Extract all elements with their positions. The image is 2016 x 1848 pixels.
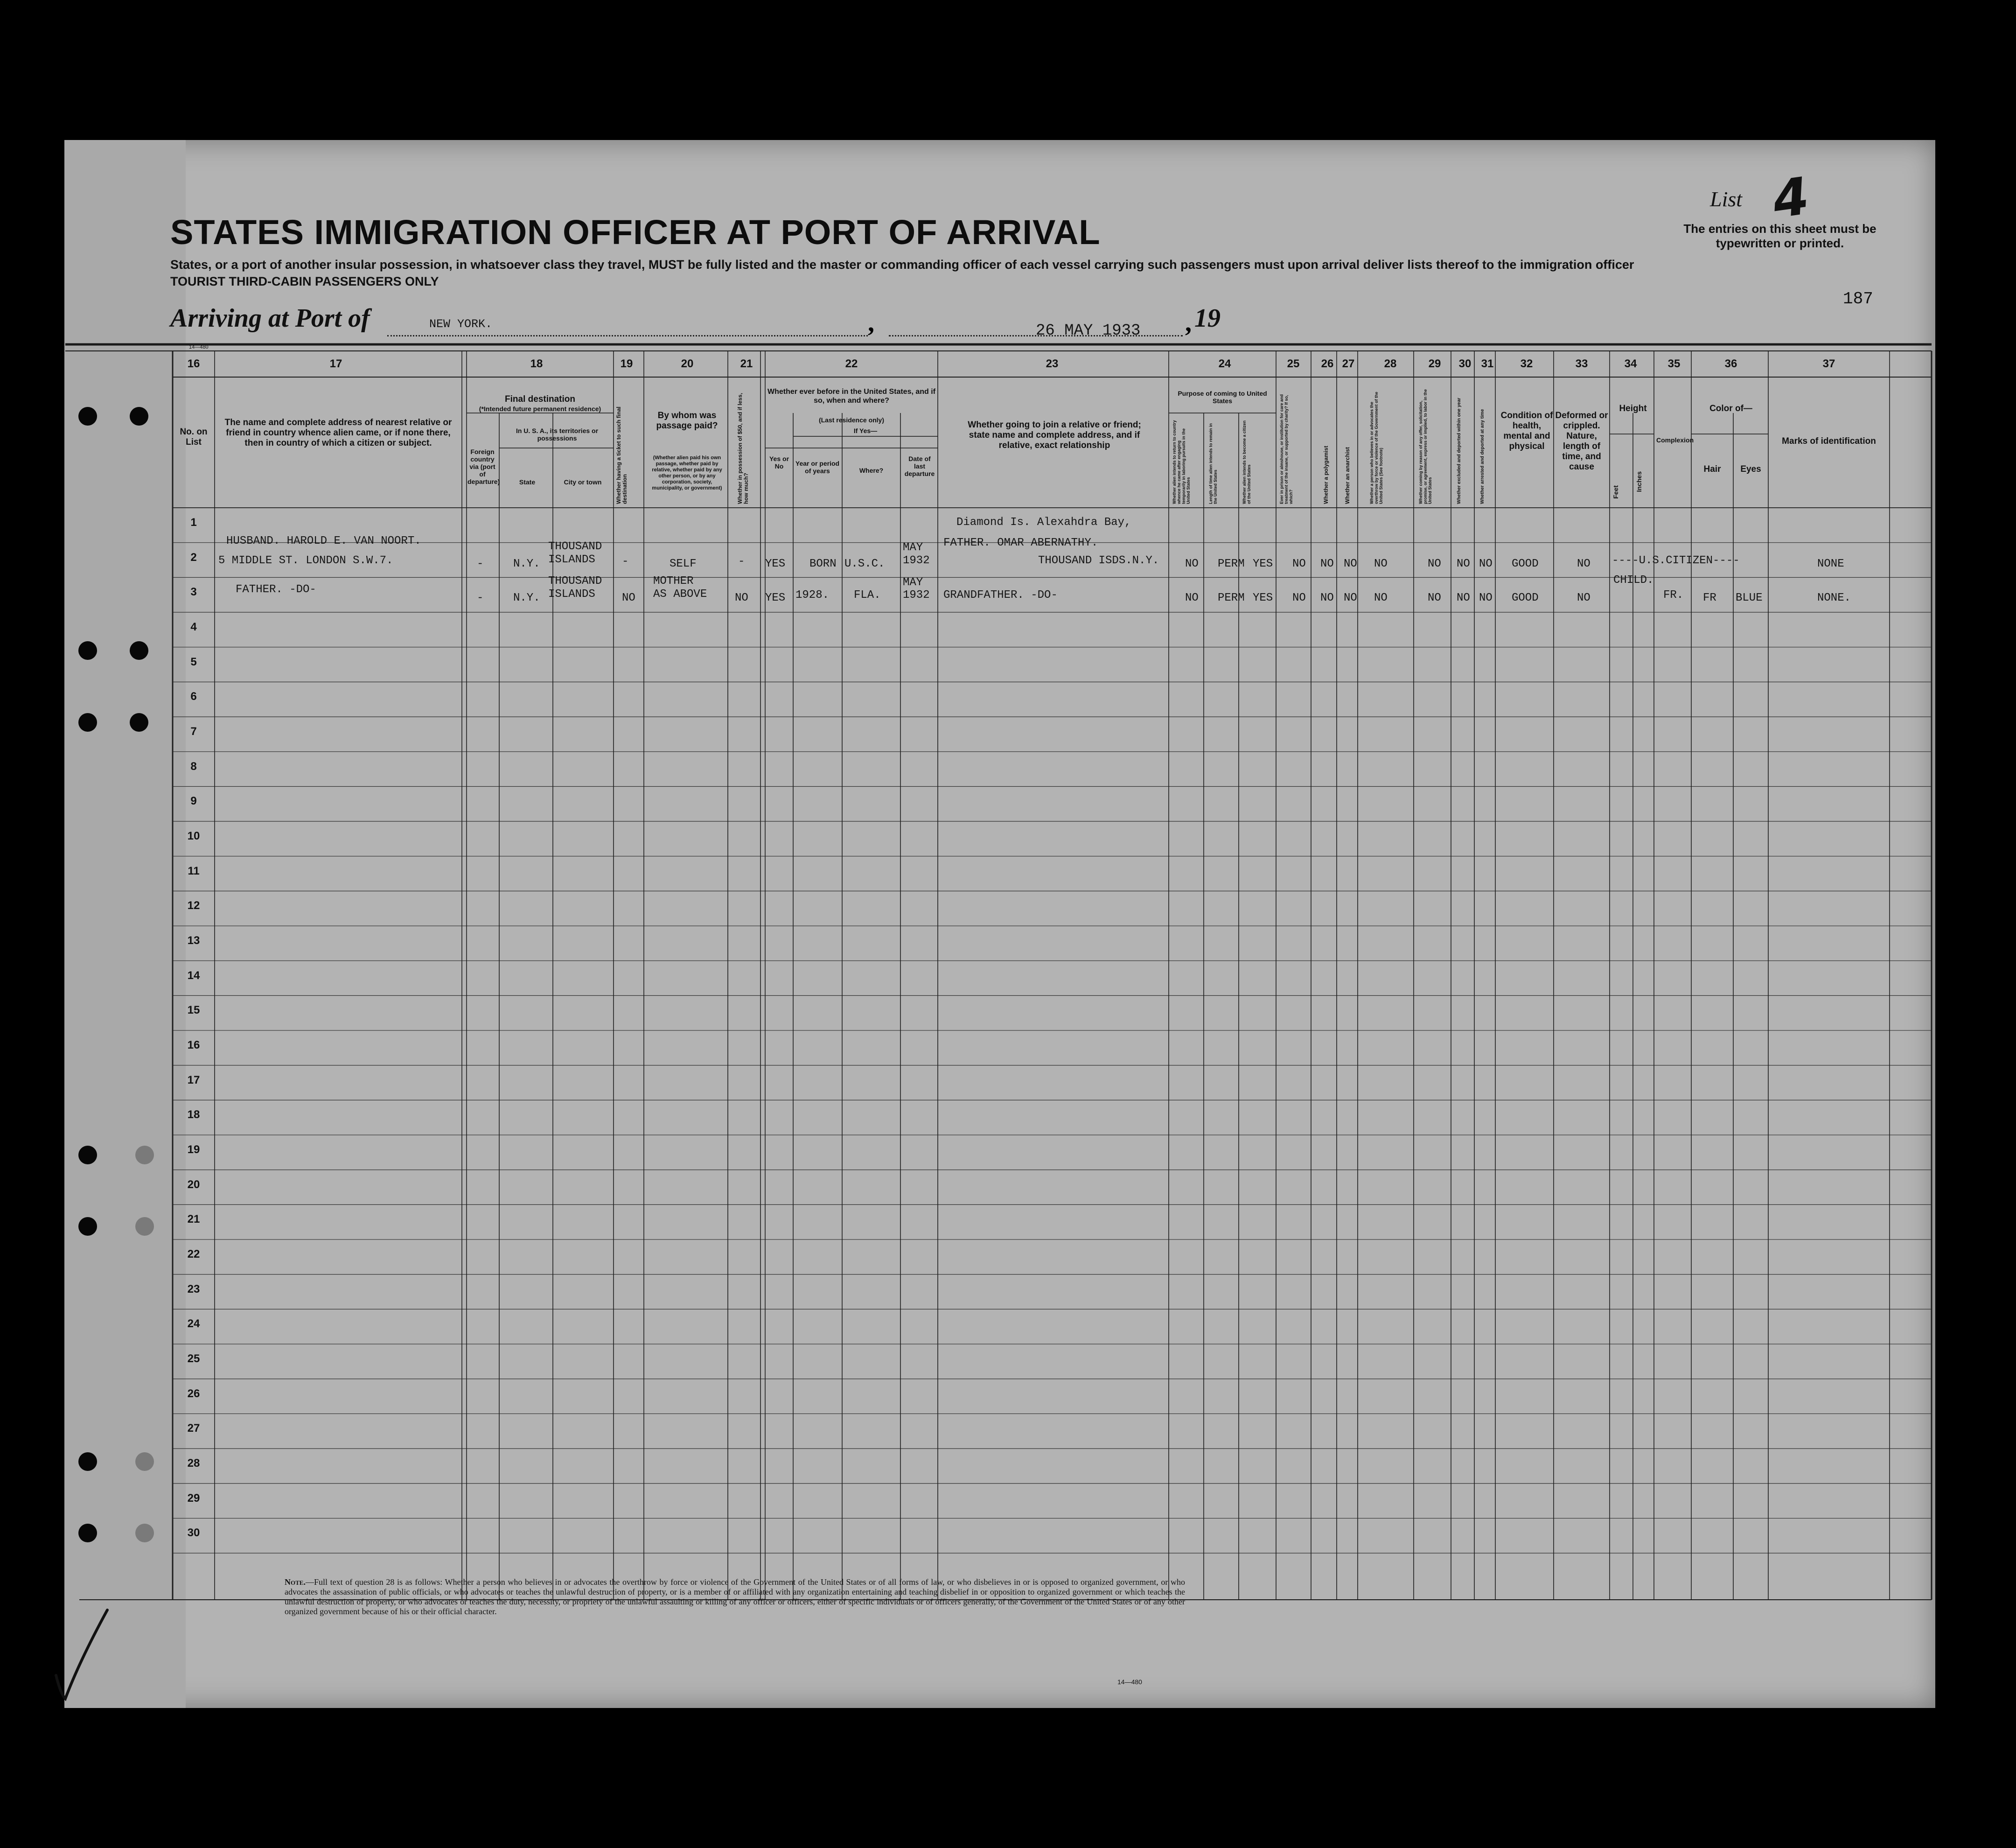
- col-number: 34: [1624, 357, 1637, 370]
- comma: ,: [868, 308, 874, 337]
- col-number: 21: [740, 357, 753, 370]
- date-stamp: 26 MAY 1933: [1036, 322, 1141, 340]
- col-number: 35: [1667, 357, 1681, 370]
- row-number: 7: [190, 725, 197, 738]
- col-number: 22: [845, 357, 858, 370]
- row2-polygamist: NO: [1320, 592, 1334, 604]
- row-number: 8: [190, 760, 197, 773]
- hdr-length-stay: Length of time alien intends to remain in the United States: [1208, 423, 1218, 504]
- footnote-text: —Full text of question 28 is as follows: Whether a person who believes in or advocates the overthrow by force or violence of the Government of the United States or of all forms of law, or who disbelieves in or is opposed to organized government, or who advocates the assassination of public officials, or who advocates or teaches the unlawful destruction of property, or is a member of or affiliated with any organization entertaining and teaching disbelief in or opposition to organized government or which teaches the unlawful destruction of property, or who advocates or teaches the duty, necessity, or propriety of the unlawful assaulting or killing of any officer or officers, either of specific individuals or of officers generally, of the Government of the United States or of any other organized government because of his or their official character.: [285, 1577, 1185, 1616]
- row2-relative: FATHER. -DO-: [236, 583, 316, 596]
- row-number: 22: [187, 1248, 200, 1261]
- row-number: 18: [187, 1108, 200, 1121]
- col-number: 32: [1520, 357, 1533, 370]
- hdr-purpose: Purpose of coming to United States: [1178, 390, 1267, 405]
- hdr-color-of: Color of—: [1709, 404, 1752, 413]
- hdr-passage-paid: By whom was passage paid?: [656, 411, 718, 431]
- hdr-relative-address: The name and complete address of nearest relative or friend in country whence alien came, or if none there, then in country of which a citizen or subject.: [224, 418, 452, 448]
- row2-city: THOUSAND: [548, 575, 602, 588]
- row-number: 14: [187, 969, 200, 982]
- row2-height: CHILD.: [1613, 574, 1654, 587]
- row-number: 11: [188, 864, 200, 877]
- hdr-feet: Feet: [1612, 485, 1619, 499]
- row2-money: NO: [735, 592, 748, 604]
- hdr-become-citizen: Whether alien intends to become a citizen of the United States: [1242, 420, 1251, 504]
- row2-year: 1928.: [795, 589, 830, 602]
- row1-anarchist: NO: [1344, 558, 1357, 570]
- hdr-ticket: Whether having a ticket to such final destination: [615, 406, 628, 504]
- row1-join: FATHER. OMAR ABERNATHY.: [943, 537, 1098, 549]
- hdr-hair: Hair: [1703, 464, 1721, 474]
- col-number: 36: [1724, 357, 1737, 370]
- row2-paid-by: MOTHER: [653, 575, 694, 588]
- row2-anarchist: NO: [1344, 592, 1357, 604]
- col-number: 31: [1481, 357, 1494, 370]
- row-number: 19: [187, 1143, 200, 1156]
- hdr-year: Year or period of years: [795, 460, 840, 475]
- row-number: 20: [187, 1178, 200, 1191]
- row-number: 3: [190, 586, 197, 599]
- hdr-labor-offer: Whether coming by reason of any offer, solicitation, promise, or agreement, express or implied, to labor in the United States: [1418, 389, 1432, 504]
- row1-join: Diamond Is. Alexahdra Bay,: [956, 516, 1131, 529]
- hdr-anarchist: Whether an anarchist: [1344, 447, 1351, 504]
- row-number: 4: [190, 621, 197, 633]
- hdr-eyes: Eyes: [1740, 464, 1761, 474]
- row2-health: GOOD: [1512, 592, 1539, 604]
- arriving-label: Arriving at Port of: [170, 304, 370, 333]
- hdr-if-yes: If Yes—: [853, 427, 878, 434]
- row1-prison: NO: [1292, 558, 1306, 570]
- row2-length: PERM: [1218, 592, 1245, 604]
- page-title: STATES IMMIGRATION OFFICER AT PORT OF ARRIVAL: [170, 213, 1101, 252]
- row-number: 23: [187, 1282, 200, 1295]
- col-number: 27: [1342, 357, 1355, 370]
- row-number: 2: [190, 551, 197, 564]
- row2-hair: FR: [1703, 592, 1716, 604]
- page-number: 187: [1843, 289, 1873, 308]
- row-number: 27: [187, 1422, 200, 1435]
- hdr-health: Condition of health, mental and physical: [1500, 411, 1553, 451]
- row-number: 30: [187, 1526, 200, 1540]
- row2-deformed: NO: [1577, 592, 1590, 604]
- row2-citizen: YES: [1253, 592, 1273, 604]
- port-value: NEW YORK.: [429, 317, 493, 331]
- comma: ,: [1185, 308, 1192, 337]
- hdr-excluded: Whether excluded and deported within one year: [1457, 398, 1462, 504]
- row2-labor: NO: [1428, 592, 1441, 604]
- row1-paid-by: SELF: [670, 558, 697, 570]
- hdr-last-departure: Date of last departure: [904, 455, 935, 477]
- row1-excluded: NO: [1457, 558, 1470, 570]
- row2-complexion: FR.: [1663, 589, 1684, 602]
- list-label: List: [1710, 187, 1743, 211]
- hdr-final-destination-sub: (*Intended future permanent residence): [479, 405, 601, 413]
- hdr-marks: Marks of identification: [1782, 436, 1876, 446]
- hdr-join-relative: Whether going to join a relative or friend; state name and complete address, and if relative, exact relationship: [968, 420, 1141, 450]
- col-number: 20: [681, 357, 694, 370]
- row-number: 10: [187, 830, 200, 843]
- col-number: 18: [530, 357, 543, 370]
- row-number: 1: [190, 516, 197, 529]
- footnote-label: Note.: [285, 1577, 306, 1587]
- hdr-polygamist: Whether a polygamist: [1323, 446, 1329, 504]
- row-number: 17: [187, 1073, 200, 1086]
- row1-length: PERM: [1218, 558, 1245, 570]
- row1-year: BORN: [809, 558, 837, 570]
- row-number: 28: [187, 1457, 200, 1470]
- row1-overthrow: NO: [1374, 558, 1388, 570]
- row-number: 13: [187, 934, 200, 947]
- row1-address: 5 MIDDLE ST. LONDON S.W.7.: [218, 554, 393, 567]
- row1-marks: NONE: [1817, 558, 1844, 570]
- row2-overthrow: NO: [1374, 592, 1388, 604]
- row2-where: FLA.: [854, 589, 881, 602]
- row-number: 6: [190, 690, 197, 703]
- row-number: 21: [187, 1213, 200, 1226]
- row1-city: THOUSAND: [548, 540, 602, 553]
- row2-city: ISLANDS: [548, 588, 595, 601]
- row-number: 24: [187, 1317, 200, 1330]
- row2-return: NO: [1185, 592, 1199, 604]
- col-number: 37: [1822, 357, 1835, 370]
- hdr-state: State: [519, 478, 536, 486]
- row1-deported: NO: [1479, 558, 1493, 570]
- row1-relative: HUSBAND. HAROLD E. VAN NOORT.: [226, 535, 421, 547]
- row1-health: GOOD: [1512, 558, 1539, 570]
- entries-note: The entries on this sheet must be typewritten or printed.: [1683, 222, 1876, 250]
- hdr-in-usa: In U. S. A., its territories or possessions: [516, 427, 599, 442]
- row1-ticket: -: [622, 555, 629, 568]
- check-mark-icon: [47, 1605, 112, 1708]
- row-number: 16: [187, 1039, 200, 1052]
- page-subtitle: States, or a port of another insular possession, in whatsoever class they travel, MUST be fully listed and the master or commanding officer of each vessel carrying such passengers must upon arrival deliver lists thereof to the immigration officer: [170, 258, 1634, 272]
- row1-polygamist: NO: [1320, 558, 1334, 570]
- hdr-foreign-country: Foreign country via (port of departure): [467, 448, 500, 485]
- hdr-city: City or town: [564, 478, 602, 486]
- col-number: 17: [329, 357, 342, 370]
- row2-last-date: MAY: [903, 576, 923, 589]
- list-number: 4: [1769, 166, 1813, 230]
- row-number: 25: [187, 1352, 200, 1365]
- row1-last-date: 1932: [903, 554, 930, 567]
- class-line: TOURIST THIRD-CABIN PASSENGERS ONLY: [170, 274, 439, 288]
- hdr-passage-paid-sub: (Whether alien paid his own passage, whether paid by relative, whether paid by any other person, or by any corporation, society, municipality, or government): [652, 455, 722, 491]
- row-number: 15: [187, 1004, 200, 1017]
- row-number: 9: [190, 795, 197, 808]
- row1-citizen: YES: [1253, 558, 1273, 570]
- row2-prison: NO: [1292, 592, 1306, 604]
- col-number: 25: [1287, 357, 1300, 370]
- hdr-last-residence: (Last residence only): [818, 416, 885, 424]
- row2-deported: NO: [1479, 592, 1493, 604]
- row1-join: THOUSAND ISDS.N.Y.: [1038, 554, 1159, 567]
- col-number: 26: [1321, 357, 1334, 370]
- row1-money: -: [738, 555, 745, 568]
- hdr-fifty-dollars: Whether in possession of $50, and if less, how much?: [737, 392, 749, 504]
- row1-where: U.S.C.: [844, 558, 885, 570]
- margin-code: 14—480: [189, 344, 209, 350]
- col-number: 28: [1384, 357, 1397, 370]
- row1-citizen-note: ----U.S.CITIZEN----: [1612, 554, 1740, 567]
- row1-foreign: -: [477, 558, 484, 570]
- row2-eyes: BLUE: [1736, 592, 1763, 604]
- hdr-yes-no: Yes or No: [769, 455, 789, 470]
- hdr-height: Height: [1619, 404, 1647, 413]
- row2-ticket: NO: [622, 592, 635, 604]
- footnote: [285, 1577, 1185, 1617]
- row2-before: YES: [765, 592, 786, 604]
- row1-return: NO: [1185, 558, 1199, 570]
- hdr-deported: Whether arrested and deported at any time: [1480, 409, 1485, 504]
- row-number: 5: [190, 655, 197, 668]
- col-number: 19: [620, 357, 633, 370]
- row2-foreign: -: [477, 592, 484, 604]
- hdr-inches: Inches: [1635, 471, 1643, 492]
- row1-state: N.Y.: [513, 558, 540, 570]
- row2-state: N.Y.: [513, 592, 540, 604]
- col-number: 23: [1046, 357, 1059, 370]
- col-number: 24: [1218, 357, 1231, 370]
- col-number: 16: [187, 357, 200, 370]
- hdr-deformed: Deformed or crippled. Nature, length of time, and cause: [1555, 411, 1608, 472]
- hdr-before-in-us: Whether ever before in the United States, and if so, when and where?: [767, 388, 936, 405]
- row-number: 12: [187, 899, 200, 912]
- row1-deformed: NO: [1577, 558, 1590, 570]
- row1-last-date: MAY: [903, 541, 923, 554]
- row1-before: YES: [765, 558, 786, 570]
- hdr-prison: Ever in prison or almshouse, or institution for care and treatment of the insane, or supported by charity? If so, which?: [1279, 394, 1293, 504]
- row2-excluded: NO: [1457, 592, 1470, 604]
- hdr-complexion: Complexion: [1656, 436, 1694, 444]
- form-code: 14—480: [1117, 1678, 1142, 1686]
- row2-join: GRANDFATHER. -DO-: [943, 589, 1058, 602]
- hdr-where: Where?: [859, 467, 884, 474]
- row2-paid-by: AS ABOVE: [653, 588, 707, 601]
- hdr-overthrow: Whether a person who believes in or advocates the overthrow by force or violence of the Government of the United States (See footnote): [1369, 392, 1383, 504]
- row-number: 26: [187, 1387, 200, 1400]
- row-number: 29: [187, 1491, 200, 1505]
- row1-city: ISLANDS: [548, 553, 595, 566]
- hdr-final-destination: Final destination: [505, 394, 575, 404]
- col-number: 30: [1458, 357, 1472, 370]
- row2-marks: NONE.: [1817, 592, 1851, 604]
- hdr-no-on-list: No. on List: [180, 427, 208, 447]
- col-number: 29: [1428, 357, 1441, 370]
- row2-last-date: 1932: [903, 589, 930, 602]
- col-number: 33: [1575, 357, 1588, 370]
- row1-labor: NO: [1428, 558, 1441, 570]
- year-label: 19: [1194, 304, 1221, 333]
- hdr-return-intent: Whether alien intends to return to country whence he came after engaging temporarily in laboring pursuits in the United States: [1172, 420, 1191, 504]
